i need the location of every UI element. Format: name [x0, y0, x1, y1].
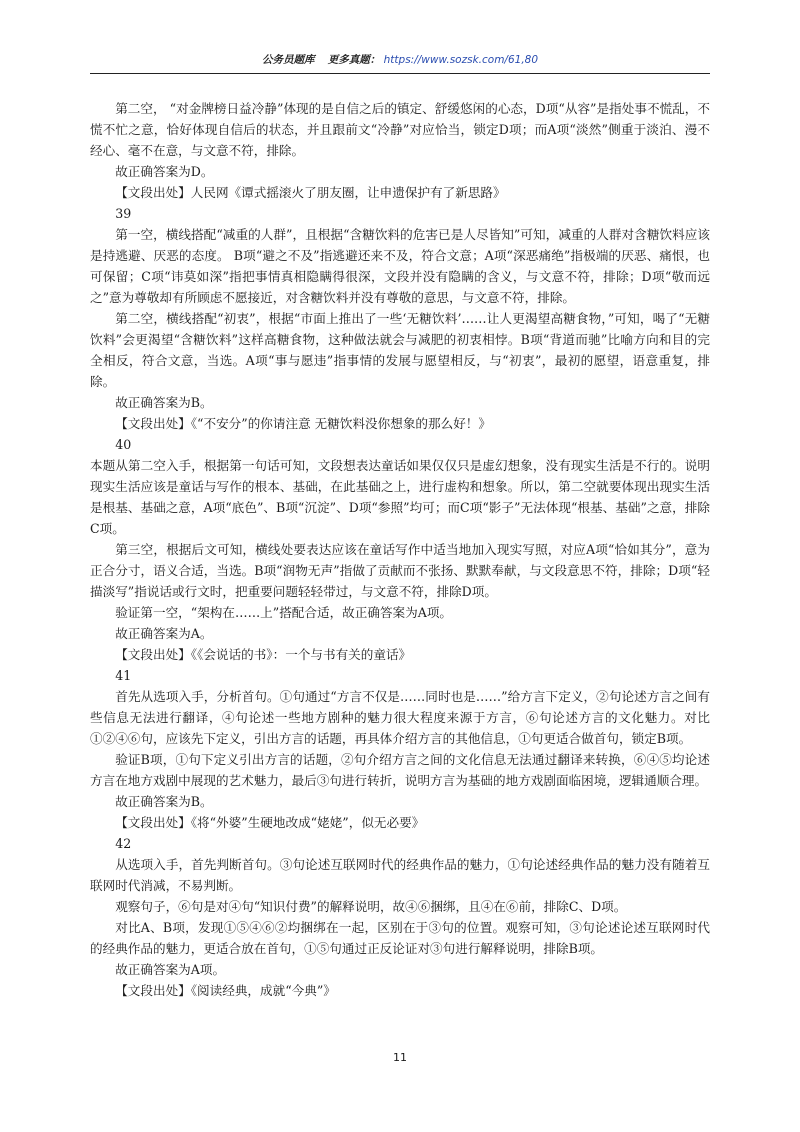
paragraph: 首先从选项入手，分析首句。①句通过“方言不仅是……同时也是……”给方言下定义，②句论述方言之间有些信息无法进行翻译，④句论述一些地方剧种的魅力很大程度来源于方言，⑥句论述方言的文化魅力。对比①②④⑥句，应该先下定义，引出方言的话题，再具体介绍方言的其他信息，①句更适合做首句，锁定B项。 [90, 689, 710, 746]
paragraph: 【文段出处】《《会说话的书》：一个与书有关的童话》 [115, 647, 412, 662]
paragraph: 故正确答案为A。 [115, 626, 213, 641]
paragraph: 【文段出处】《阅读经典，成就“今典”》 [115, 983, 336, 998]
paragraph: 故正确答案为B。 [115, 794, 213, 809]
paragraph: 验证B项，①句下定义引出方言的话题，②句介绍方言之间的文化信息无法通过翻译来转换，⑥④⑤均论述方言在地方戏剧中展现的艺术魅力，最后③句进行转折，说明方言为基础的地方戏剧面临困境，逻辑通顺合理。 [90, 752, 710, 788]
paragraph: 【文段出处】《“不安分”的你请注意 无糖饮料没你想象的那么好！》 [115, 416, 491, 431]
paragraph: 第三空，根据后文可知，横线处要表达应该在童话写作中适当地加入现实写照，对应A项“恰如其分”，意为正合分寸，语义合适，当选。B项“润物无声”指做了贡献而不张扬、默默奉献，与文段意思不符，排除；D项“轻描淡写”指说话或行文时，把重要问题轻轻带过，与文意不符，排除D项。 [90, 542, 710, 599]
header-divider [90, 73, 710, 74]
paragraph: 本题从第二空入手，根据第一句话可知，文段想表达童话如果仅仅只是虚幻想象，没有现实生活是不行的。说明现实生活应该是童话与写作的根本、基础，在此基础之上，进行虚构和想象。所以，第二空就要体现出现实生活是根基、基础之意，A项“底色”、B项“沉淀”、D项“参照”均可；而C项“影子”无法体现“根基、基础”之意，排除C项。 [90, 458, 710, 536]
header-title: 公务员题库 [261, 54, 315, 66]
paragraph: 故正确答案为B。 [115, 395, 213, 410]
header-label: 更多真题： [327, 54, 381, 66]
paragraph: 第一空，横线搭配“减重的人群”，且根据“含糖饮料的危害已是人尽皆知”可知，减重的人群对含糖饮料应该是持逃避、厌恶的态度。 B项“避之不及”指逃避还来不及，符合文意；A项“深恶痛绝”指极端的厌恶、痛恨，也可保留；C项“讳莫如深”指把事情真相隐瞒得很深，文段并没有隐瞒的含义，与文意不符，排除；D项“敬而远之”意为尊敬却有所顾虑不愿接近，对含糖饮料并没有尊敬的意思，与文意不符，排除。 [90, 227, 710, 305]
question-number: 41 [115, 668, 132, 683]
paragraph: 第二空， “对金牌榜日益冷静”体现的是自信之后的镇定、舒缓悠闲的心态，D项“从容”是指处事不慌乱，不慌不忙之意，恰好体现自信后的状态，并且跟前文“冷静”对应恰当，锁定D项；而A项“淡然”侧重于淡泊、漫不经心、毫不在意，与文意不符，排除。 [90, 101, 710, 158]
question-number: 39 [115, 206, 132, 221]
page-header [90, 52, 710, 67]
paragraph: 观察句子，⑥句是对④句“知识付费”的解释说明，故④⑥捆绑，且④在⑥前，排除C、D项。 [115, 899, 627, 914]
header-url-link[interactable]: https://www.sozsk.com/61,80 [383, 54, 539, 66]
paragraph: 第二空，横线搭配“初衷”，根据“市面上推出了一些‘无糖饮料’……让人更渴望高糖食物，”可知，喝了“无糖饮料”会更渴望“含糖饮料”这样高糖食物，这种做法就会与减肥的初衷相悖。B项“背道而驰”比喻方向和目的完全相反，符合文意，当选。A项“事与愿违”指事情的发展与愿望相反，与“初衷”，最初的愿望，语意重复，排除。 [90, 311, 710, 389]
paragraph: 【文段出处】人民网《谭式摇滚火了朋友圈，让申遗保护有了新思路》 [115, 185, 506, 200]
document-body [90, 98, 710, 1001]
question-number: 40 [115, 437, 132, 452]
paragraph: 对比A、B项，发现①⑤④⑥②均捆绑在一起，区别在于③句的位置。观察可知，③句论述论述互联网时代的经典作品的魅力，更适合放在首句，①⑤句通过正反论证对③句进行解释说明，排除B项。 [90, 920, 710, 956]
paragraph: 验证第一空，“架构在……上”搭配合适，故正确答案为A项。 [115, 605, 453, 620]
paragraph: 故正确答案为A项。 [115, 962, 226, 977]
paragraph: 【文段出处】《将“外婆”生硬地改成“姥姥”，似无必要》 [115, 815, 425, 830]
paragraph: 从选项入手，首先判断首句。③句论述互联网时代的经典作品的魅力，①句论述经典作品的魅力没有随着互联网时代消减，不易判断。 [90, 857, 710, 893]
paragraph: 故正确答案为D。 [115, 164, 214, 179]
page-number: 11 [393, 1051, 407, 1064]
question-number: 42 [115, 836, 132, 851]
